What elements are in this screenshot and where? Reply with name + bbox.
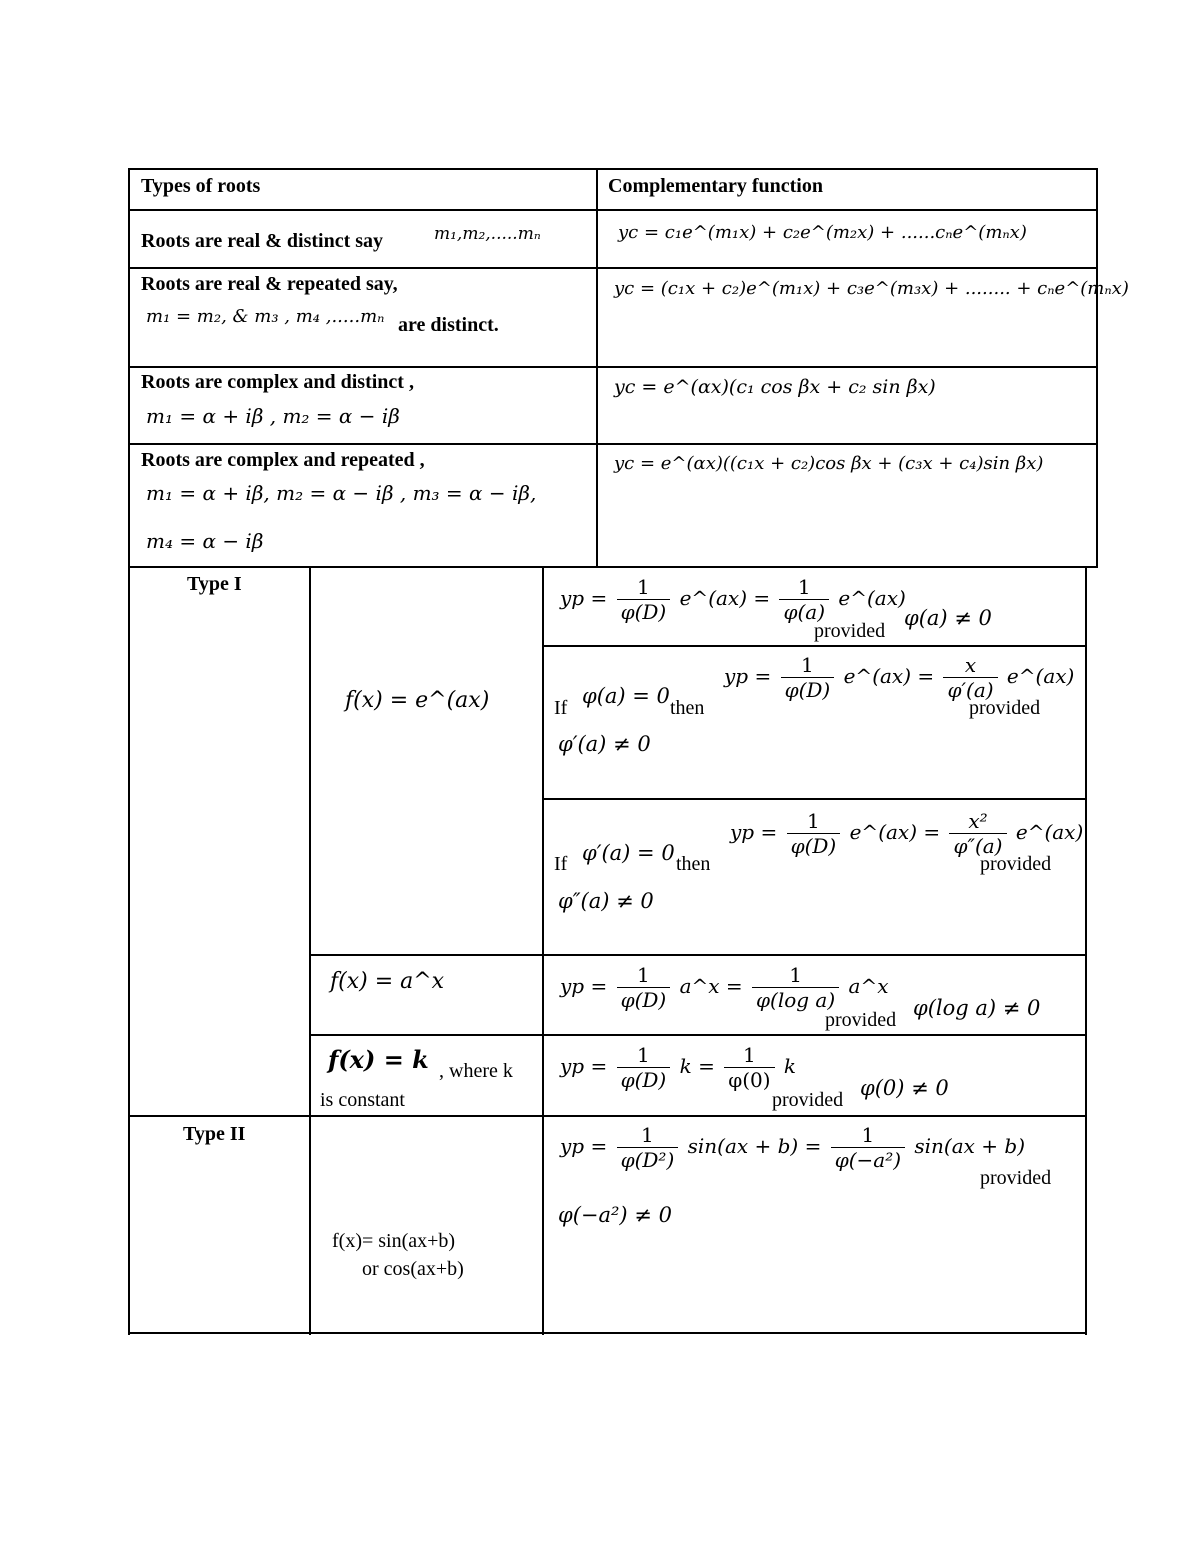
- roots-complex-distinct-label: Roots are complex and distinct ,: [141, 371, 414, 393]
- frac-num: 1: [637, 575, 650, 599]
- frac-num: x²: [968, 809, 988, 833]
- frac-den: φ(D²): [617, 1147, 679, 1171]
- frac-den: φ(D): [617, 1067, 671, 1091]
- table-border: [128, 1332, 1087, 1334]
- cf-real-repeated: yc = (c₁x + c₂)e^(m₁x) + c₃e^(m₃x) + ........ + cₙe^(mₙx): [614, 278, 1129, 299]
- fraction: [617, 964, 671, 1011]
- frac-den: φ(D): [617, 599, 671, 623]
- header-types-of-roots: Types of roots: [141, 175, 261, 197]
- pi-lhs: yp =: [724, 664, 772, 688]
- pi-exp-1: [560, 576, 906, 623]
- if-label: If: [554, 697, 568, 719]
- frac-den: φ′(a): [943, 677, 997, 701]
- cf-complex-repeated: yc = e^(αx)((c₁x + c₂)cos βx + (c₃x + c₄)sin βx): [614, 453, 1044, 474]
- table-border: [128, 566, 130, 1335]
- pi-tail: a^x: [848, 974, 889, 998]
- table-border: [542, 566, 544, 1335]
- table-border: [542, 645, 1087, 647]
- frac-num: 1: [742, 1043, 756, 1067]
- fraction: [617, 1124, 679, 1171]
- roots-complex-repeated-label: Roots are complex and repeated ,: [141, 449, 425, 471]
- frac-den: φ(D): [617, 987, 671, 1011]
- table-border: [128, 168, 1098, 170]
- table-border: [309, 566, 311, 1335]
- fraction: [617, 576, 671, 623]
- if-label: If: [554, 853, 568, 875]
- pi-lhs: yp =: [560, 586, 608, 610]
- pi-mid: sin(ax + b) =: [687, 1134, 822, 1158]
- table-border: [128, 366, 1098, 368]
- frac-den: φ(D): [787, 833, 841, 857]
- frac-num: 1: [807, 809, 820, 833]
- pi-exp-2-condition: φ′(a) ≠ 0: [558, 732, 651, 756]
- table-border: [596, 168, 598, 568]
- roots-real-distinct-math: m₁,m₂,.....mₙ: [434, 224, 541, 244]
- f-k-note: is constant: [320, 1089, 405, 1111]
- frac-num: 1: [789, 963, 802, 987]
- frac-num: x: [964, 653, 977, 677]
- f-sin-line-1: f(x)= sin(ax+b): [332, 1230, 456, 1252]
- table-border: [128, 1115, 1087, 1117]
- f-exp: f(x) = e^(ax): [345, 688, 490, 713]
- roots-real-distinct-label: Roots are real & distinct say: [141, 230, 384, 252]
- table-border: [128, 443, 1098, 445]
- fraction: [724, 1044, 774, 1091]
- if-condition: φ′(a) = 0: [582, 841, 675, 865]
- cf-complex-distinct: yc = e^(αx)(c₁ cos βx + c₂ sin βx): [614, 376, 936, 398]
- pi-lhs: yp =: [730, 820, 778, 844]
- fraction: [787, 810, 841, 857]
- roots-complex-repeated-math: m₁ = α + iβ, m₂ = α − iβ , m₃ = α − iβ,: [146, 481, 537, 505]
- pi-mid: a^x =: [679, 974, 743, 998]
- pi-lhs: yp =: [560, 1134, 608, 1158]
- pi-k-condition: φ(0) ≠ 0: [860, 1076, 949, 1100]
- fraction: [831, 1124, 905, 1171]
- pi-tail: e^(ax): [1006, 664, 1075, 688]
- table-border: [1096, 168, 1098, 568]
- fraction: [617, 1044, 671, 1091]
- frac-den: φ(−a²): [831, 1147, 905, 1171]
- roots-real-repeated-math: m₁ = m₂, & m₃ , m₄ ,.....mₙ: [146, 306, 385, 327]
- provided-label: provided: [969, 697, 1041, 719]
- table-border: [1085, 566, 1087, 1335]
- then-label: then: [670, 697, 705, 719]
- pi-exp-3-condition: φ″(a) ≠ 0: [558, 889, 654, 913]
- frac-den: φ(D): [781, 677, 835, 701]
- frac-num: 1: [637, 1043, 650, 1067]
- pi-tail: e^(ax): [1015, 820, 1084, 844]
- frac-num: 1: [797, 575, 811, 599]
- table-border: [309, 1034, 1087, 1036]
- type-1-label: Type I: [187, 573, 242, 595]
- table-border: [309, 954, 1087, 956]
- pi-tail: e^(ax): [838, 586, 906, 610]
- pi-exp-3: [730, 810, 1083, 857]
- provided-label: provided: [980, 853, 1052, 875]
- pi-exp-1-condition: φ(a) ≠ 0: [904, 606, 992, 630]
- provided-label: provided: [772, 1089, 844, 1111]
- header-complementary-function: Complementary function: [608, 175, 823, 197]
- table-border: [128, 566, 1098, 568]
- pi-sin: [560, 1124, 1025, 1171]
- table-border: [128, 267, 1098, 269]
- pi-lhs: yp =: [560, 1054, 608, 1078]
- frac-den: φ(a): [779, 599, 829, 623]
- pi-mid: e^(ax) =: [849, 820, 941, 844]
- f-k: f(x) = k: [328, 1045, 429, 1074]
- type-2-label: Type II: [183, 1123, 246, 1145]
- fraction: [779, 576, 829, 623]
- pi-exp-2: [724, 654, 1074, 701]
- provided-label: provided: [980, 1167, 1052, 1189]
- f-k-suffix: , where k: [439, 1060, 513, 1082]
- table-border: [128, 209, 1098, 211]
- fraction: [949, 810, 1006, 857]
- pi-k: [560, 1044, 796, 1091]
- frac-den: φ(log a): [752, 987, 839, 1011]
- table-border: [542, 798, 1087, 800]
- frac-num: 1: [861, 1123, 875, 1147]
- table-border: [128, 168, 130, 568]
- f-ax: f(x) = a^x: [330, 969, 445, 994]
- f-sin-line-2: or cos(ax+b): [362, 1258, 464, 1280]
- fraction: [752, 964, 839, 1011]
- roots-complex-distinct-math: m₁ = α + iβ , m₂ = α − iβ: [146, 404, 400, 428]
- fraction: [943, 654, 997, 701]
- provided-label: provided: [825, 1009, 897, 1031]
- pi-mid: e^(ax) =: [843, 664, 935, 688]
- pi-ax-condition: φ(log a) ≠ 0: [913, 996, 1041, 1020]
- provided-label: provided: [814, 620, 886, 642]
- roots-complex-repeated-math-2: m₄ = α − iβ: [146, 529, 264, 553]
- pi-ax: [560, 964, 889, 1011]
- fraction: [781, 654, 835, 701]
- pi-mid: k =: [679, 1054, 715, 1078]
- pi-mid: e^(ax) =: [679, 586, 771, 610]
- frac-num: 1: [637, 963, 650, 987]
- roots-real-repeated-label: Roots are real & repeated say,: [141, 273, 398, 295]
- pi-tail: sin(ax + b): [914, 1134, 1026, 1158]
- if-condition: φ(a) = 0: [582, 684, 670, 708]
- roots-real-repeated-suffix: are distinct.: [398, 314, 499, 336]
- frac-num: 1: [801, 653, 814, 677]
- pi-sin-condition: φ(−a²) ≠ 0: [558, 1203, 672, 1227]
- pi-lhs: yp =: [560, 974, 608, 998]
- pi-tail: k: [783, 1054, 797, 1078]
- frac-num: 1: [641, 1123, 654, 1147]
- then-label: then: [676, 853, 711, 875]
- cf-real-distinct: yc = c₁e^(m₁x) + c₂e^(m₂x) + ......cₙe^(mₙx): [618, 222, 1027, 243]
- frac-den: φ″(a): [949, 833, 1006, 857]
- frac-den: φ(0): [724, 1067, 774, 1091]
